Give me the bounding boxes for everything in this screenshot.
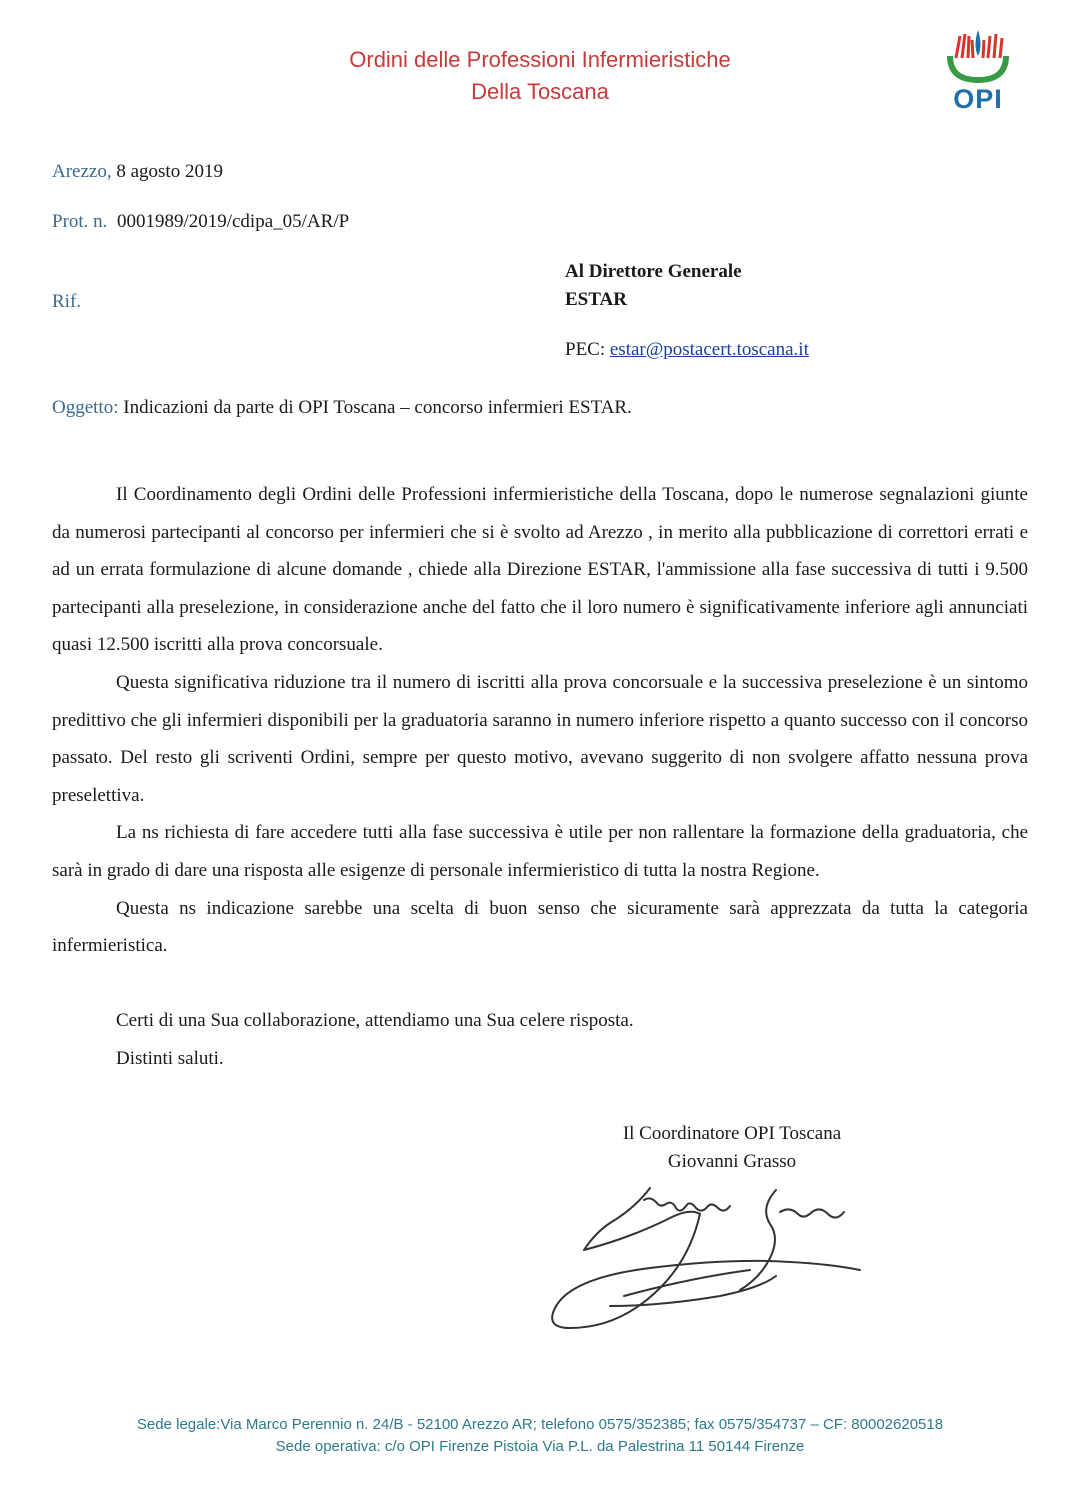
pec-line [565,336,809,364]
subject-text: Indicazioni da parte di OPI Toscana – concorso infermieri ESTAR. [123,397,632,418]
protocol-value: 0001989/2019/cdipa_05/AR/P [116,211,350,232]
body-paragraph-1: Il Coordinamento degli Ordini delle Professioni infermieristiche della Toscana, dopo le numerose segnalazioni giunte da numerosi partecipanti al concorso per infermieri che si è svolto ad Arezzo , in merito alla pubblicazione di correttori errati e ad un errata formulazione di alcune domande , chiede alla Direzione ESTAR, l'ammissione alla fase successiva di tutti i 9.500 partecipanti alla preselezione, in considerazione anche del fatto che il loro numero è significativamente inferiore agli annunciati quasi 12.500 iscritti alla prova concorsuale. [52,484,1028,656]
signatory-name: Giovanni Grasso [667,1151,797,1172]
letterhead-title [0,44,1076,108]
opi-logo [940,26,1016,118]
recipient-line2: ESTAR [565,289,627,310]
signatory-role: Il Coordinatore OPI Toscana [622,1123,842,1144]
subject-label: Oggetto: [52,397,119,418]
footer-operational-address: Sede operativa: c/o OPI Firenze Pistoia Via P.L. da Palestrina 11 50144 Firenze [275,1438,805,1455]
opi-logo-text: OPI [953,84,1003,114]
place-label: Arezzo, [52,161,112,182]
reference-line [52,290,81,314]
letterhead-title-line1: Ordini delle Professioni Infermieristiche [349,47,731,72]
body-paragraph-2: Questa significativa riduzione tra il numero di iscritti alla prova concorsuale e la successiva preselezione è un sintomo predittivo che gli infermieri disponibili per la graduatoria saranno in numero inferiore rispetto a quanto successo con il concorso passato. Del resto gli scriventi Ordini, sempre per questo motivo, avevano suggerito di non svolgere affatto nessuna prova preselettiva. [52,671,1028,806]
recipient-block [565,258,742,314]
pec-email-link[interactable]: estar@postacert.toscana.it [609,339,809,360]
handwritten-signature [540,1178,880,1338]
footer [0,1414,1076,1458]
date-line [52,160,223,184]
signatory-block [560,1120,904,1176]
letter-body [52,476,1028,965]
body-paragraph-4: Questa ns indicazione sarebbe una scelta di buon senso che sicuramente sarà apprezzata da tutta la categoria infermieristica. [52,897,1028,957]
date-value: 8 agosto 2019 [116,161,223,182]
protocol-label: Prot. n. [52,211,108,232]
recipient-line1: Al Direttore Generale [565,261,742,282]
closing-line-1: Certi di una Sua collaborazione, attendiamo una Sua celere risposta. [116,1010,634,1031]
closing-line-2: Distinti saluti. [116,1048,224,1069]
opi-emblem-icon [940,26,1016,86]
body-paragraph-3: La ns richiesta di fare accedere tutti alla fase successiva è utile per non rallentare la formazione della graduatoria, che sarà in grado di dare una risposta alle esigenze di personale infermieristico di tutta la nostra Regione. [52,822,1028,881]
reference-label: Rif. [52,291,82,312]
letterhead-title-line2: Della Toscana [471,79,609,104]
subject-line [52,396,632,420]
footer-legal-address: Sede legale:Via Marco Perennio n. 24/B - 52100 Arezzo AR; telefono 0575/352385; fax 0575/354737 – CF: 80002620518 [136,1416,944,1433]
pec-label: PEC: [565,339,606,360]
protocol-line [52,210,349,234]
